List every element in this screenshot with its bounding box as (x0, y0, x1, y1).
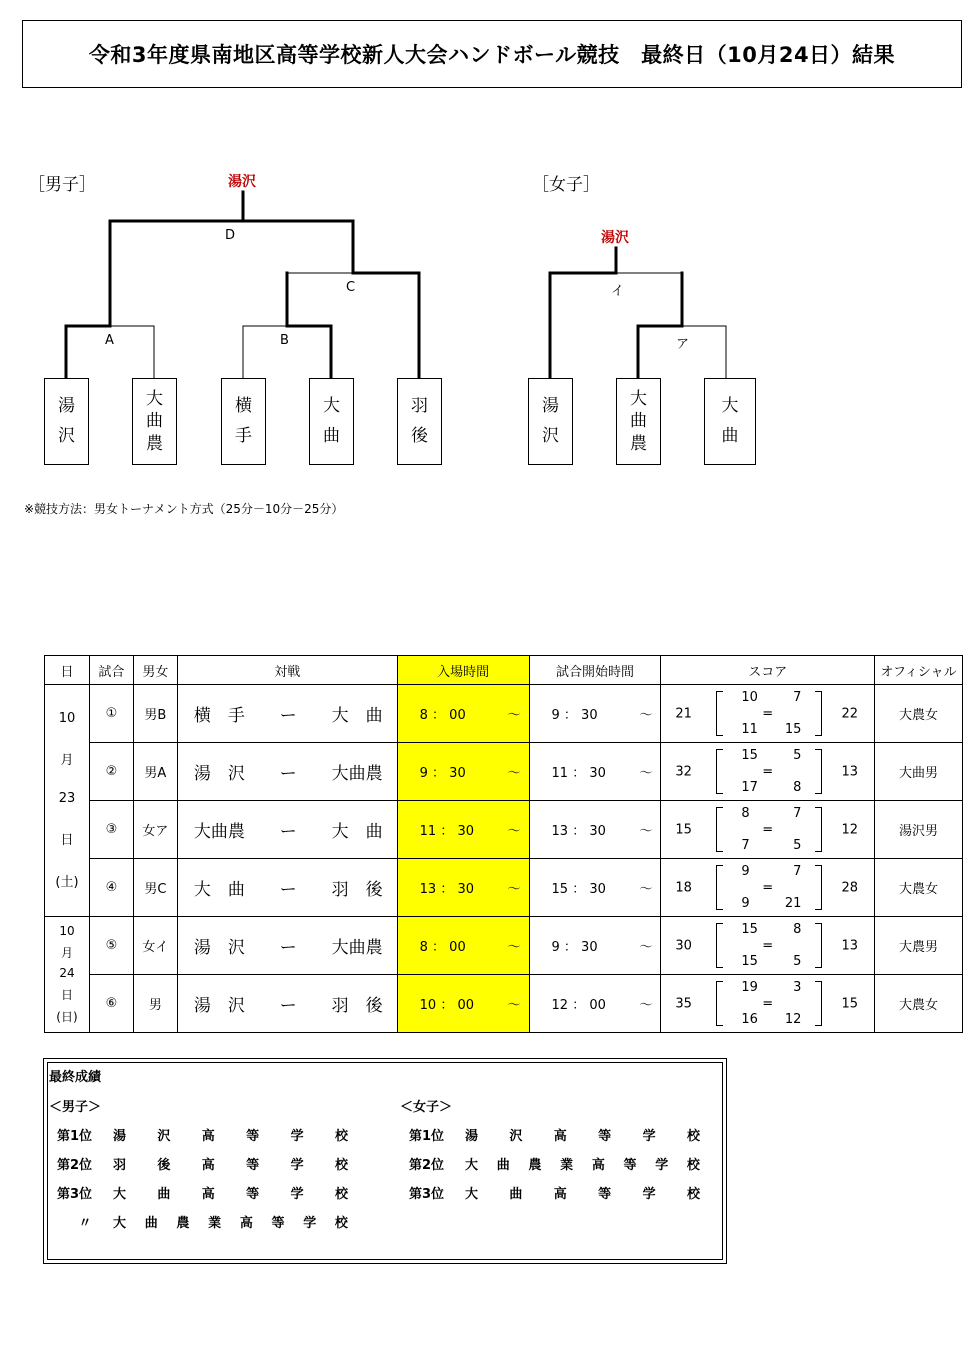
match-label-i: イ (611, 284, 625, 299)
table-row (45, 859, 963, 917)
start-time-cell (529, 917, 661, 975)
table-header-row (45, 656, 963, 685)
standing-rank: 第1位 (57, 1129, 93, 1144)
standing-row (57, 1212, 348, 1231)
table-row (45, 685, 963, 743)
tilde: ～ (507, 824, 521, 839)
team-char: 曲 (630, 411, 647, 431)
bracket-right (815, 981, 822, 1026)
school-char: 校 (686, 1158, 700, 1173)
team2: 大曲農 (331, 938, 383, 958)
school-char: 曲 (509, 1187, 523, 1202)
school-char: 湯 (465, 1129, 479, 1144)
half-score: 7 (793, 690, 802, 705)
school-char: 等 (598, 1129, 612, 1144)
standing-school (465, 1154, 700, 1173)
half-score: 19 (741, 980, 758, 995)
school-char: 等 (623, 1158, 637, 1173)
bracket-right (815, 865, 822, 910)
competition-method-note: ※競技方法：男女トーナメント方式（25分－10分－25分） (24, 502, 344, 516)
second-half (741, 896, 801, 911)
start-time: 11 ： 30 (551, 766, 606, 781)
score-cell (661, 917, 875, 975)
date-cell (45, 917, 90, 1033)
official-cell: 大農男 (875, 917, 963, 975)
half-score: 8 (793, 922, 802, 937)
vs-dash: ー (279, 880, 297, 900)
half-score: 8 (741, 806, 750, 821)
men-bracket-label: ［男子］ (28, 175, 96, 195)
score-cell (661, 685, 875, 743)
team-box-women-yuzawa (528, 378, 573, 465)
team-box-men-ugo (397, 378, 442, 465)
vs-dash: ー (279, 996, 297, 1016)
second-half (741, 722, 801, 737)
match-category: 男A (133, 743, 177, 801)
score-team1: 30 (675, 938, 692, 953)
standing-school (113, 1154, 348, 1173)
start-time: 9 ： 30 (551, 708, 598, 723)
entry-time-cell (397, 743, 529, 801)
vs-dash: ー (279, 822, 297, 842)
first-half (741, 806, 801, 821)
start-time-cell (529, 801, 661, 859)
table-row (45, 801, 963, 859)
bracket-right (815, 749, 822, 794)
half-score: 7 (793, 864, 802, 879)
team-box-men-omagarino (132, 378, 177, 465)
school-char: 曲 (157, 1187, 171, 1202)
match-label-C: C (346, 280, 356, 295)
equals-sign: = (762, 822, 774, 837)
tilde: ～ (507, 766, 521, 781)
team-char: 横 (235, 396, 252, 416)
standing-rank: 第2位 (409, 1158, 445, 1173)
score-team1: 32 (675, 764, 692, 779)
standing-rank: 第1位 (409, 1129, 445, 1144)
school-char: 曲 (496, 1158, 510, 1173)
score-cell (661, 859, 875, 917)
team1: 湯 沢 (193, 764, 245, 784)
team-char: 曲 (146, 411, 163, 431)
date-line: 10 (58, 710, 76, 726)
col-header-gender: 男女 (133, 656, 177, 685)
school-char: 曲 (144, 1216, 158, 1231)
standing-rank: 〃 (78, 1216, 92, 1231)
first-half (741, 980, 801, 995)
team2: 大曲農 (331, 764, 383, 784)
official-cell: 湯沢男 (875, 801, 963, 859)
matchup-cell (177, 975, 397, 1033)
school-char: 等 (246, 1187, 260, 1202)
date-line: 日 (60, 987, 73, 1002)
entry-time-cell (397, 975, 529, 1033)
school-char: 校 (334, 1216, 348, 1231)
entry-time: 9 ： 30 (419, 766, 466, 781)
table-row (45, 743, 963, 801)
half-score: 5 (793, 748, 802, 763)
school-char: 学 (290, 1158, 304, 1173)
line-men-B-win (287, 273, 331, 378)
date-line: 月 (60, 752, 74, 768)
team2: 羽 後 (331, 996, 383, 1016)
women-bracket-label: ［女子］ (532, 175, 600, 195)
date-line: 月 (60, 945, 73, 960)
match-number: ④ (89, 859, 133, 917)
school-char: 湯 (113, 1129, 127, 1144)
team2: 大 曲 (331, 822, 383, 842)
school-char: 学 (303, 1216, 317, 1231)
official-cell: 大曲男 (875, 743, 963, 801)
date-line: (土) (55, 875, 79, 891)
team2: 大 曲 (331, 706, 383, 726)
col-header-start-time: 試合開始時間 (529, 656, 661, 685)
school-char: 農 (528, 1158, 542, 1173)
equals-sign: = (762, 764, 774, 779)
standing-row (409, 1183, 700, 1202)
team-box-men-yuzawa (44, 378, 89, 465)
score-team2: 22 (841, 706, 859, 721)
score-team1: 21 (675, 706, 692, 721)
match-number: ⑤ (89, 917, 133, 975)
standing-rank: 第3位 (409, 1187, 445, 1202)
col-header-date: 日 (45, 656, 90, 685)
half-score: 15 (741, 748, 758, 763)
standing-school (113, 1125, 348, 1144)
line-women-i-win (550, 273, 616, 378)
table-row (45, 917, 963, 975)
second-half (741, 838, 801, 853)
matchup-cell (177, 743, 397, 801)
score-team2: 13 (841, 764, 859, 779)
school-char: 業 (560, 1158, 574, 1173)
standing-row (57, 1183, 348, 1202)
start-time: 9 ： 30 (551, 940, 598, 955)
start-time: 15 ： 30 (551, 882, 606, 897)
standing-row (57, 1154, 348, 1173)
official-cell: 大農女 (875, 859, 963, 917)
final-standings-title: 最終成績 (49, 1070, 102, 1085)
first-half (741, 922, 801, 937)
school-char: 大 (465, 1158, 479, 1173)
date-line: 24 (59, 966, 75, 980)
school-char: 学 (642, 1129, 656, 1144)
schedule-table (44, 655, 963, 1033)
tilde: ～ (507, 882, 521, 897)
first-half (741, 748, 801, 763)
standing-school (113, 1212, 348, 1231)
entry-time: 8 ： 00 (419, 940, 466, 955)
tilde: ～ (639, 998, 653, 1013)
school-char: 校 (686, 1187, 700, 1202)
score-team2: 28 (841, 880, 859, 895)
score-team1: 18 (675, 880, 692, 895)
standing-rank: 第2位 (57, 1158, 93, 1173)
score-team1: 35 (675, 996, 692, 1011)
vs-dash: ー (279, 764, 297, 784)
school-char: 大 (113, 1187, 127, 1202)
bracket-right (815, 807, 822, 852)
tilde: ～ (507, 998, 521, 1013)
first-half (741, 864, 801, 879)
standing-rank: 第3位 (57, 1187, 93, 1202)
col-header-matchup: 対戦 (177, 656, 397, 685)
equals-sign: = (762, 880, 774, 895)
score-team1: 15 (675, 822, 692, 837)
match-category: 男 (133, 975, 177, 1033)
school-char: 高 (201, 1187, 215, 1202)
date-line: 10 (59, 924, 75, 938)
col-header-score: スコア (661, 656, 875, 685)
school-char: 学 (290, 1129, 304, 1144)
team-char: 大 (323, 396, 340, 416)
page-title: 令和3年度県南地区高等学校新人大会ハンドボール競技 最終日（10月24日）結果 (22, 20, 962, 88)
school-char: 農 (176, 1216, 190, 1231)
team1: 湯 沢 (193, 996, 245, 1016)
col-header-official: オフィシャル (875, 656, 963, 685)
entry-time: 13 ： 30 (419, 882, 474, 897)
start-time-cell (529, 743, 661, 801)
standing-school (113, 1183, 348, 1202)
school-char: 大 (465, 1187, 479, 1202)
school-char: 学 (655, 1158, 669, 1173)
tilde: ～ (507, 708, 521, 723)
half-score: 5 (793, 838, 802, 853)
start-time: 12 ： 00 (551, 998, 606, 1013)
entry-time-cell (397, 917, 529, 975)
line-men-A-win (66, 326, 110, 378)
match-label-A: A (105, 333, 114, 348)
half-score: 7 (793, 806, 802, 821)
team-char: 曲 (323, 426, 340, 446)
team-box-men-yokote (221, 378, 266, 465)
team-char: 大 (721, 396, 739, 416)
tilde: ～ (507, 940, 521, 955)
score-cell (661, 975, 875, 1033)
team1: 横 手 (193, 706, 245, 726)
entry-time-cell (397, 685, 529, 743)
team-char: 沢 (542, 426, 559, 446)
start-time: 13 ： 30 (551, 824, 606, 839)
official-cell: 大農女 (875, 975, 963, 1033)
date-line: 日 (60, 833, 74, 849)
team-char: 農 (630, 433, 647, 454)
school-char: 羽 (113, 1158, 127, 1173)
team2: 羽 後 (331, 880, 383, 900)
first-half (741, 690, 801, 705)
half-score: 15 (784, 722, 802, 737)
tilde: ～ (639, 824, 653, 839)
match-category: 女ア (133, 801, 177, 859)
official-cell: 大農女 (875, 685, 963, 743)
equals-sign: = (762, 706, 774, 721)
second-half (741, 954, 801, 969)
school-char: 校 (334, 1129, 348, 1144)
half-score: 9 (741, 864, 750, 879)
entry-time: 10 ： 00 (419, 998, 474, 1013)
standing-row (409, 1154, 700, 1173)
entry-time-cell (397, 801, 529, 859)
standing-row (409, 1125, 700, 1144)
half-score: 21 (784, 896, 802, 911)
match-label-a: ア (676, 337, 690, 352)
half-score: 11 (741, 722, 758, 737)
score-team2: 15 (841, 996, 859, 1011)
school-char: 高 (201, 1158, 215, 1173)
match-number: ① (89, 685, 133, 743)
half-score: 16 (741, 1012, 758, 1027)
school-char: 校 (334, 1158, 348, 1173)
team-char: 湯 (58, 396, 75, 416)
entry-time: 8 ： 00 (419, 708, 466, 723)
team-char: 農 (146, 433, 163, 454)
match-label-D: D (225, 228, 236, 243)
team-char: 曲 (721, 426, 739, 446)
match-label-B: B (280, 333, 289, 348)
team1: 湯 沢 (193, 938, 245, 958)
half-score: 15 (741, 954, 758, 969)
score-team2: 12 (841, 822, 859, 837)
match-category: 男B (133, 685, 177, 743)
date-line: 23 (58, 790, 76, 806)
school-char: 大 (113, 1216, 127, 1231)
school-char: 学 (290, 1187, 304, 1202)
school-char: 後 (157, 1158, 171, 1173)
match-number: ③ (89, 801, 133, 859)
matchup-cell (177, 801, 397, 859)
standing-row (57, 1125, 348, 1144)
school-char: 等 (598, 1187, 612, 1202)
entry-time-cell (397, 859, 529, 917)
half-score: 5 (793, 954, 802, 969)
col-header-match: 試合 (89, 656, 133, 685)
school-char: 高 (553, 1187, 567, 1202)
half-score: 9 (741, 896, 750, 911)
team-char: 湯 (542, 396, 559, 416)
school-char: 校 (334, 1187, 348, 1202)
score-cell (661, 801, 875, 859)
half-score: 3 (793, 980, 802, 995)
school-char: 高 (553, 1129, 567, 1144)
matchup-cell (177, 859, 397, 917)
standing-school (465, 1125, 700, 1144)
start-time-cell (529, 975, 661, 1033)
final-women-label: ＜女子＞ (400, 1100, 453, 1115)
vs-dash: ー (279, 706, 297, 726)
date-line: (日) (56, 1010, 78, 1024)
team-box-women-omagarino (616, 378, 661, 465)
school-char: 校 (686, 1129, 700, 1144)
team-char: 手 (235, 426, 252, 446)
tilde: ～ (639, 882, 653, 897)
school-char: 等 (246, 1129, 260, 1144)
score-team2: 13 (841, 938, 859, 953)
half-score: 17 (741, 780, 758, 795)
men-winner-label: 湯沢 (228, 174, 256, 190)
second-half (741, 1012, 801, 1027)
score-cell (661, 743, 875, 801)
school-char: 高 (591, 1158, 605, 1173)
school-char: 学 (642, 1187, 656, 1202)
vs-dash: ー (279, 938, 297, 958)
matchup-cell (177, 685, 397, 743)
school-char: 等 (246, 1158, 260, 1173)
equals-sign: = (762, 938, 774, 953)
team-box-men-omagari (309, 378, 354, 465)
team-char: 沢 (58, 426, 75, 446)
final-standings-box (43, 1058, 727, 1264)
bracket-right (815, 923, 822, 968)
team-char: 羽 (411, 396, 428, 416)
standing-school (465, 1183, 700, 1202)
tilde: ～ (639, 766, 653, 781)
match-number: ② (89, 743, 133, 801)
start-time-cell (529, 859, 661, 917)
half-score: 12 (784, 1012, 802, 1027)
half-score: 10 (741, 690, 758, 705)
team-box-women-omagari (704, 378, 756, 465)
equals-sign: = (762, 996, 774, 1011)
team1: 大 曲 (193, 880, 245, 900)
tilde: ～ (639, 708, 653, 723)
match-category: 男C (133, 859, 177, 917)
half-score: 8 (793, 780, 802, 795)
entry-time: 11 ： 30 (419, 824, 474, 839)
second-half (741, 780, 801, 795)
school-char: 沢 (157, 1129, 171, 1144)
date-cell (45, 685, 90, 917)
half-score: 7 (741, 838, 750, 853)
school-char: 業 (208, 1216, 222, 1231)
match-number: ⑥ (89, 975, 133, 1033)
final-men-label: ＜男子＞ (49, 1100, 102, 1115)
team-char: 大 (630, 388, 647, 409)
bracket-right (815, 691, 822, 736)
team-char: 後 (411, 426, 428, 446)
half-score: 15 (741, 922, 758, 937)
team1: 大曲農 (193, 822, 245, 842)
school-char: 等 (271, 1216, 285, 1231)
school-char: 沢 (509, 1129, 523, 1144)
team-char: 大 (146, 388, 163, 409)
school-char: 高 (239, 1216, 253, 1231)
line-men-D-win-path (110, 221, 243, 326)
school-char: 高 (201, 1129, 215, 1144)
match-category: 女イ (133, 917, 177, 975)
col-header-entry-time: 入場時間 (397, 656, 529, 685)
table-row (45, 975, 963, 1033)
start-time-cell (529, 685, 661, 743)
women-winner-label: 湯沢 (601, 230, 629, 246)
tilde: ～ (639, 940, 653, 955)
matchup-cell (177, 917, 397, 975)
